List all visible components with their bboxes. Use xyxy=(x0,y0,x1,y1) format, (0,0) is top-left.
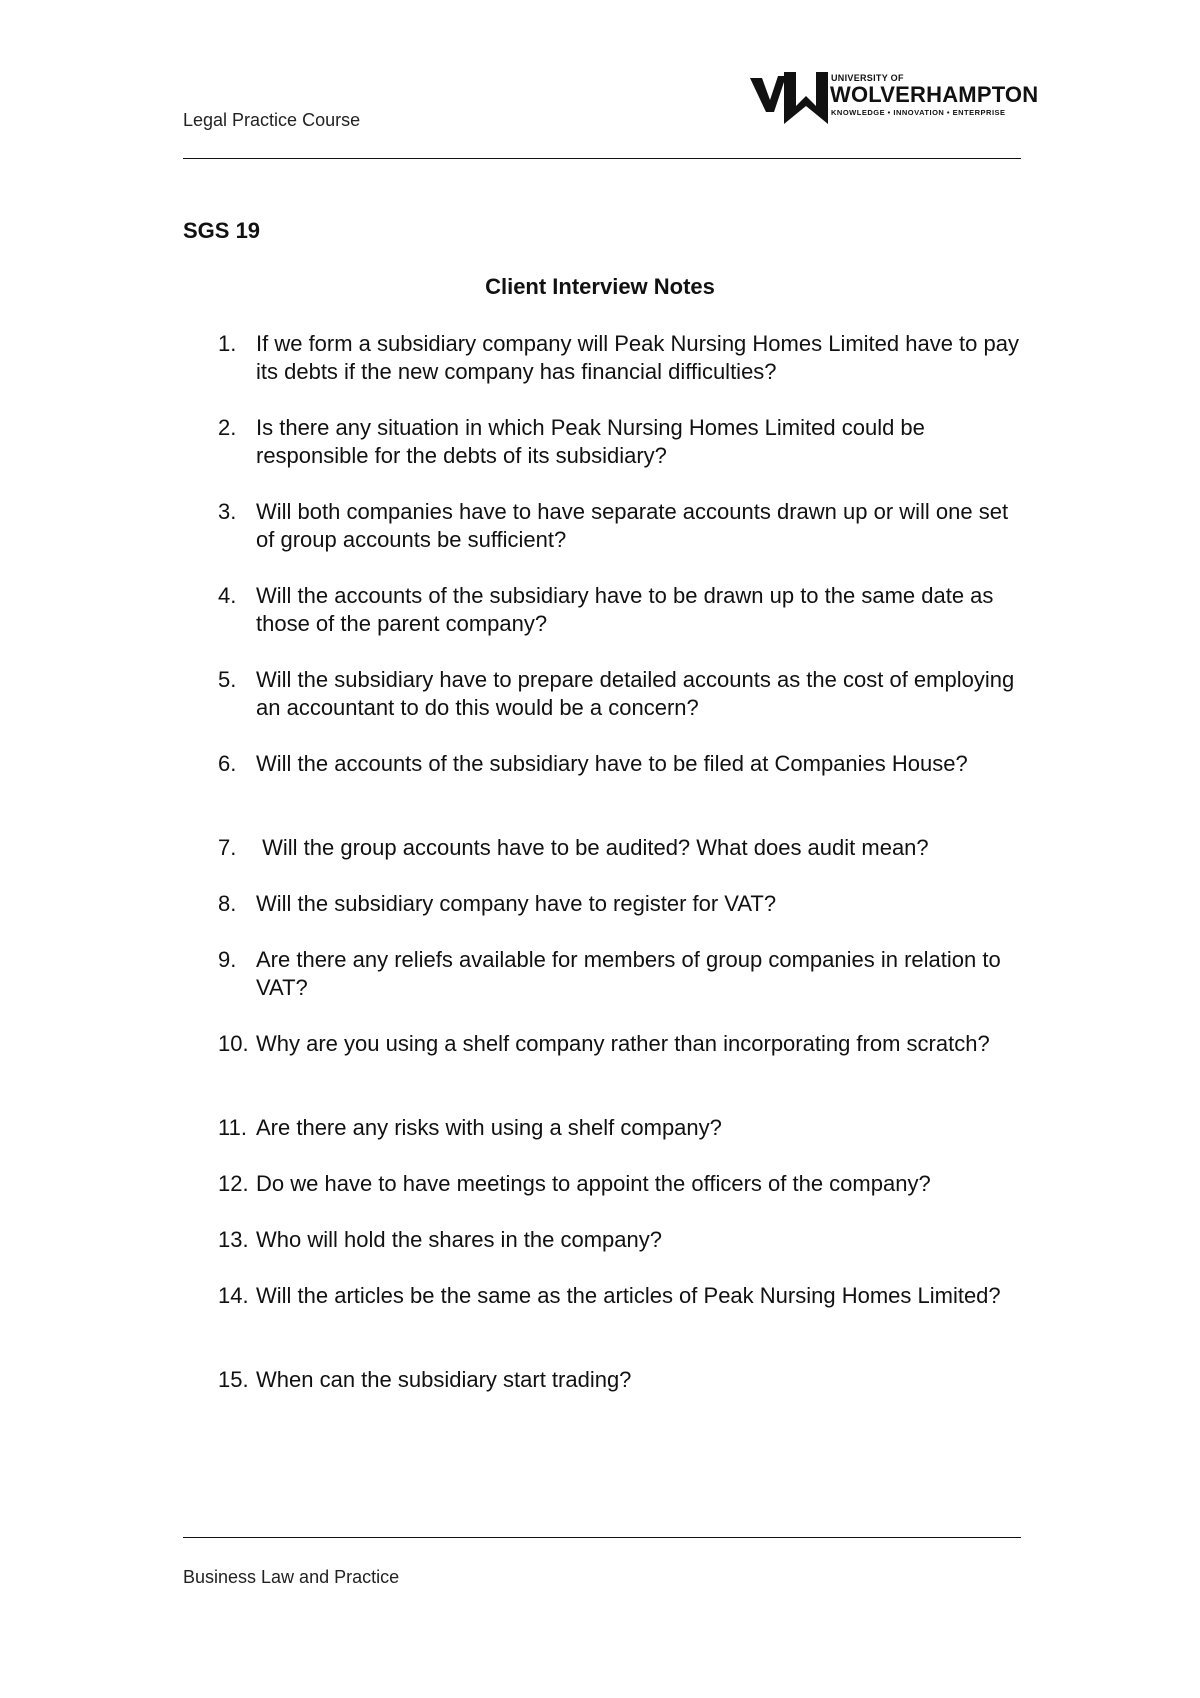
list-item-number: 10. xyxy=(218,1031,249,1056)
list-item-text: Will the subsidiary have to prepare detailed accounts as the cost of employing an accountant to do this would be a concern? xyxy=(256,667,1015,720)
list-item xyxy=(218,1114,1018,1142)
list-item-number: 9. xyxy=(218,947,237,972)
list-item-text: Why are you using a shelf company rather than incorporating from scratch? xyxy=(256,1031,990,1056)
list-item xyxy=(218,834,1018,862)
list-item-number: 12. xyxy=(218,1171,249,1196)
list-item xyxy=(218,1030,1018,1058)
list-item-text: Will the subsidiary company have to register for VAT? xyxy=(256,891,777,916)
list-item-text: Will the group accounts have to be audited? What does audit mean? xyxy=(256,835,929,860)
list-item xyxy=(218,1282,1018,1310)
list-item xyxy=(218,498,1018,554)
list-item xyxy=(218,666,1018,722)
wolverhampton-emblem-icon xyxy=(748,66,828,126)
list-item xyxy=(218,750,1018,778)
list-item xyxy=(218,330,1018,386)
list-item-text: When can the subsidiary start trading? xyxy=(256,1367,632,1392)
header-divider xyxy=(183,158,1021,159)
list-item-number: 15. xyxy=(218,1367,249,1392)
list-item-number: 11. xyxy=(218,1115,247,1140)
list-item-number: 13. xyxy=(218,1227,249,1252)
list-item-number: 7. xyxy=(218,835,237,860)
list-item-number: 8. xyxy=(218,891,237,916)
list-item-number: 14. xyxy=(218,1283,249,1308)
list-item xyxy=(218,1366,1018,1394)
module-name: Business Law and Practice xyxy=(183,1567,400,1587)
list-item xyxy=(218,414,1018,470)
logo-top-line: UNIVERSITY OF xyxy=(831,73,904,83)
logo-name: WOLVERHAMPTON xyxy=(830,82,1039,107)
list-item-text: If we form a subsidiary company will Peak Nursing Homes Limited have to pay its debts if the new company has financial difficulties? xyxy=(256,331,1019,384)
list-item-number: 2. xyxy=(218,415,237,440)
list-item xyxy=(218,582,1018,638)
list-item-number: 3. xyxy=(218,499,237,524)
list-item-text: Do we have to have meetings to appoint the officers of the company? xyxy=(256,1171,931,1196)
list-item-text: Will the accounts of the subsidiary have to be filed at Companies House? xyxy=(256,751,968,776)
list-item-number: 5. xyxy=(218,667,237,692)
list-item xyxy=(218,890,1018,918)
university-logo xyxy=(748,66,1039,132)
list-item-text: Will the accounts of the subsidiary have to be drawn up to the same date as those of the parent company? xyxy=(256,583,994,636)
list-item-text: Are there any risks with using a shelf company? xyxy=(256,1115,722,1140)
list-item xyxy=(218,946,1018,1002)
document-code: SGS 19 xyxy=(183,218,261,243)
list-item-text: Are there any reliefs available for members of group companies in relation to VAT? xyxy=(256,947,1001,1000)
list-item-number: 1. xyxy=(218,331,237,356)
list-item-number: 4. xyxy=(218,583,237,608)
list-item-text: Is there any situation in which Peak Nursing Homes Limited could be responsible for the debts of its subsidiary? xyxy=(256,415,925,468)
list-item-number: 6. xyxy=(218,751,237,776)
list-item xyxy=(218,1170,1018,1198)
page-title: Client Interview Notes xyxy=(485,274,715,299)
list-item-text: Will both companies have to have separate accounts drawn up or will one set of group accounts be sufficient? xyxy=(256,499,1009,552)
list-item xyxy=(218,1226,1018,1254)
list-item-text: Will the articles be the same as the articles of Peak Nursing Homes Limited? xyxy=(256,1283,1001,1308)
list-item-text: Who will hold the shares in the company? xyxy=(256,1227,662,1252)
course-name: Legal Practice Course xyxy=(183,110,361,130)
logo-tagline: KNOWLEDGE • INNOVATION • ENTERPRISE xyxy=(831,108,1006,117)
footer-divider xyxy=(183,1537,1021,1538)
